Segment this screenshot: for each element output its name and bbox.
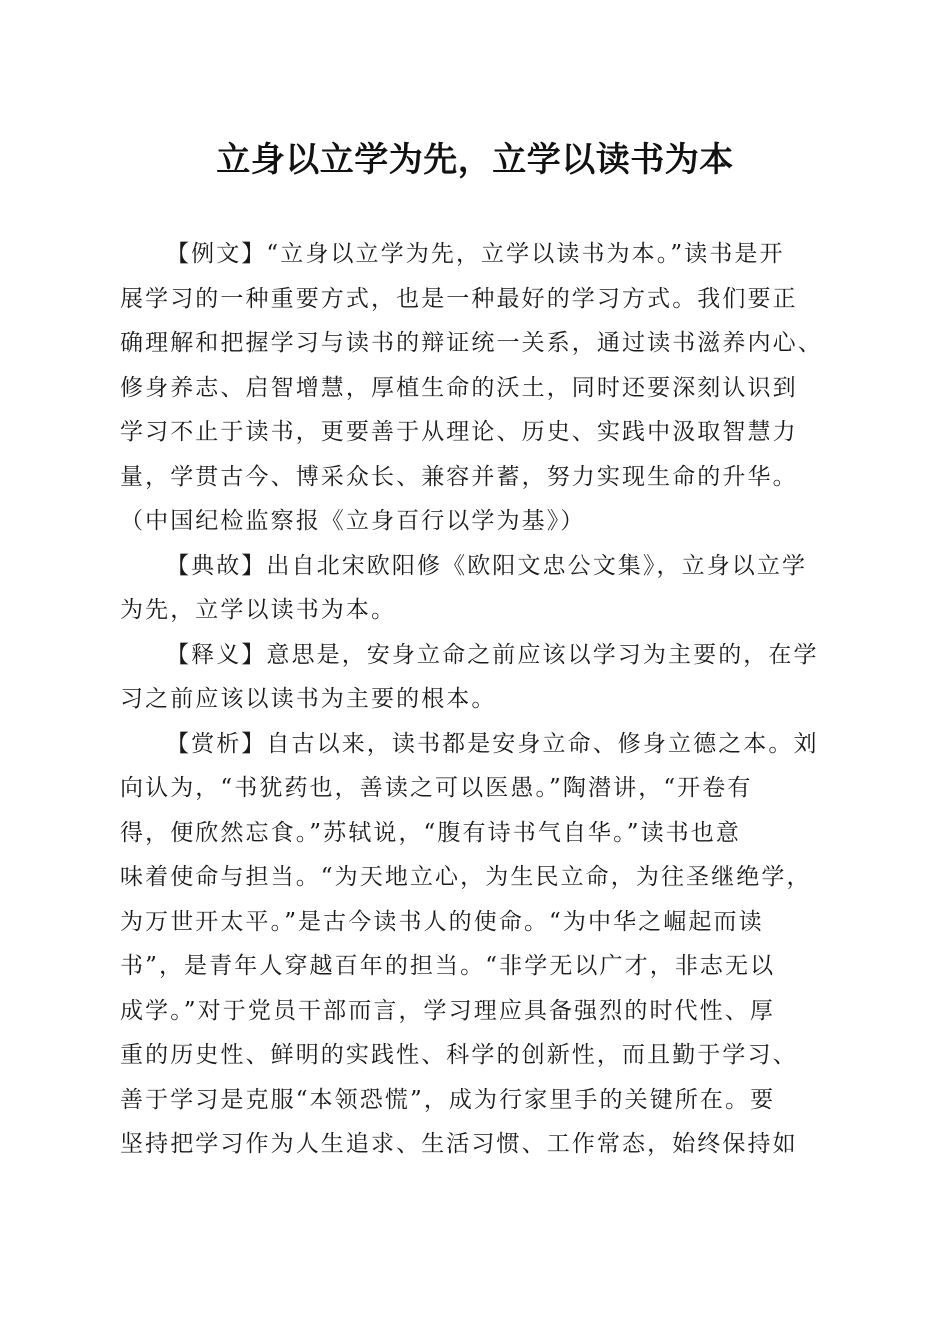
document-title: 立身以立学为先，立学以读书为本 (216, 140, 734, 180)
document-body (120, 232, 822, 1167)
text-line: 习之前应该以读书为主要的根本。 (120, 686, 497, 712)
paragraph-appreciation (120, 722, 822, 1167)
text-line: （中国纪检监察报《立身百行以学为基》） (120, 508, 586, 534)
text-line: 展学习的一种重要方式，也是一种最好的学习方式。我们要正 (120, 285, 798, 312)
text-line: 重的历史性、鲜明的实践性、科学的创新性，而且勤于学习、 (120, 1042, 798, 1068)
text-line: 善于学习是克服“本领恐慌”，成为行家里手的关键所在。要 (120, 1086, 776, 1113)
text-line: 成学。”对于党员干部而言，学习理应具备强烈的时代性、厚 (120, 997, 775, 1024)
text-line: 得，便欣然忘食。”苏轼说，“腹有诗书气自华。”读书也意 (120, 819, 741, 846)
paragraph-example (120, 232, 822, 544)
text-line: 学习不止于读书，更要善于从理论、历史、实践中汲取智慧力 (120, 419, 798, 445)
paragraph-allusion (120, 544, 822, 633)
text-line: 为万世开太平。”是古今读书人的使命。“为中华之崛起而读 (120, 908, 764, 935)
text-line: 坚持把学习作为人生追求、生活习惯、工作常态，始终保持如 (120, 1131, 798, 1157)
text-line: 为先，立学以读书为本。 (120, 597, 397, 623)
text-line: 【例文】“立身以立学为先，立学以读书为本。”读书是开 (166, 241, 785, 267)
text-line: 修身养志、启智增慧，厚植生命的沃土，同时还要深刻认识到 (120, 374, 798, 401)
text-line: 向认为，“书犹药也，善读之可以医愚。”陶潜讲，“开卷有 (120, 775, 753, 801)
text-line: 【典故】出自北宋欧阳修《欧阳文忠公文集》，立身以立学 (166, 552, 808, 579)
text-line: 【赏析】自古以来，读书都是安身立命、修身立德之本。刘 (166, 730, 819, 757)
text-line: 味着使命与担当。“为天地立心，为生民立命，为往圣继绝学， (120, 864, 812, 890)
text-line: 确理解和把握学习与读书的辩证统一关系，通过读书滋养内心、 (120, 330, 823, 356)
text-line: 【释义】意思是，安身立命之前应该以学习为主要的，在学 (166, 641, 819, 668)
text-line: 书”，是青年人穿越百年的担当。“非学无以广才，非志无以 (120, 953, 776, 979)
paragraph-meaning (120, 633, 822, 722)
text-line: 量，学贯古今、博采众长、兼容并蓄，努力实现生命的升华。 (120, 463, 798, 490)
